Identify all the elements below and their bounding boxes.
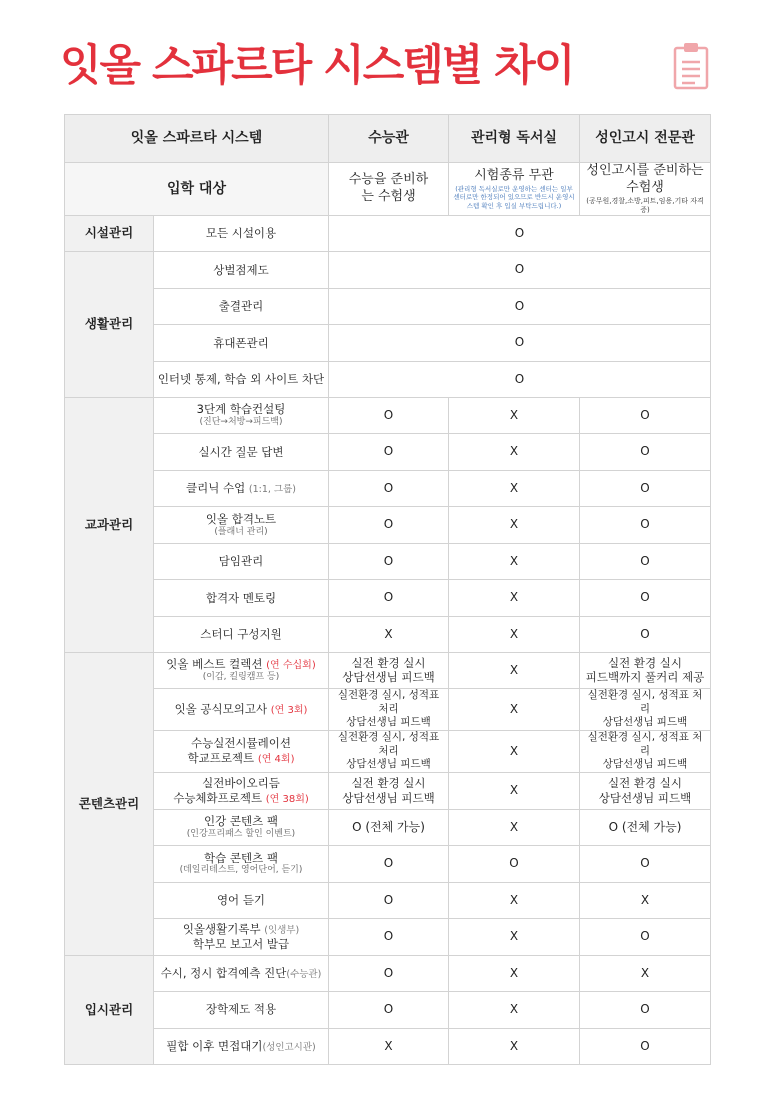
table-row: 휴대폰관리 O <box>65 324 711 361</box>
header-reading: 관리형 독서실 <box>449 115 580 163</box>
header-row <box>65 115 711 163</box>
category-admission: 입시관리 <box>65 955 154 1064</box>
table-row: 교과관리 3단계 학습컨설팅 (진단→처방→피드백) O X O <box>65 397 711 433</box>
table-row: 합격자 멘토링 O X O <box>65 579 711 616</box>
category-subject: 교과관리 <box>65 397 154 652</box>
table-row: 스터디 구성지원 X X O <box>65 616 711 652</box>
category-life: 생활관리 <box>65 251 154 397</box>
target-reading: 시험종류 무관 (관리형 독서실로만 운영하는 센터는 일부 센터로만 한정되어 있으므로 반드시 운영시스템 확인 후 입실 부탁드립니다.) <box>449 163 580 216</box>
comparison-table <box>64 114 711 1065</box>
table-row: 인터넷 통제, 학습 외 사이트 차단 O <box>65 361 711 397</box>
table-row: 생활관리 상벌점제도 O <box>65 251 711 288</box>
category-content: 콘텐츠관리 <box>65 652 154 955</box>
target-label: 입학 대상 <box>65 163 329 216</box>
table-row: 인강 콘텐츠 팩 (인강프리패스 할인 이벤트) O (전체 가능) X O (전체 가능) <box>65 809 711 845</box>
page-title: 잇올 스파르타 시스템별 차이 <box>60 41 574 91</box>
table-row: 잇올 합격노트 (플래너 관리) O X O <box>65 506 711 543</box>
header-system: 잇올 스파르타 시스템 <box>65 115 329 163</box>
table-row: 잇올생활기록부 (잇생부) 학부모 보고서 발급 O X O <box>65 918 711 955</box>
table-row: 학습 콘텐츠 팩 (데일리테스트, 영어단어, 듣기) O O O <box>65 845 711 882</box>
table-row: 필합 이후 면접대기(성인고시관) X X O <box>65 1028 711 1064</box>
category-facility: 시설관리 <box>65 215 154 251</box>
table-row: 담임관리 O X O <box>65 543 711 579</box>
table-row: 수능실전시뮬레이션 학교프로젝트 (연 4회) 실전환경 실시, 성적표 처리 상담선생님 피드백 X 실전환경 실시, 성적표 처리 상담선생님 피드백 <box>65 730 711 772</box>
table-row: 클리닉 수업 (1:1, 그룹) O X O <box>65 470 711 506</box>
target-row <box>65 163 711 216</box>
table-row: 실시간 질문 답변 O X O <box>65 433 711 470</box>
target-adult: 성인고시를 준비하는 수험생 (공무원,경찰,소방,피트,임용,기타 자격증) <box>580 163 711 216</box>
header-suneung: 수능관 <box>329 115 449 163</box>
table-row: 장학제도 적용 O X O <box>65 991 711 1028</box>
table-row: 시설관리 모든 시설이용 O <box>65 215 711 251</box>
table-row: 영어 듣기 O X X <box>65 882 711 918</box>
table-row: 실전바이오리듬 수능체화프로젝트 (연 38회) 실전 환경 실시 상담선생님 피드백 X 실전 환경 실시 상담선생님 피드백 <box>65 772 711 809</box>
header-adult: 성인고시 전문관 <box>580 115 711 163</box>
clipboard-icon <box>673 42 709 90</box>
table-row: 잇올 공식모의고사 (연 3회) 실전환경 실시, 성적표 처리 상담선생님 피드백 X 실전환경 실시, 성적표 처리 상담선생님 피드백 <box>65 688 711 730</box>
table-row: 콘텐츠관리 잇올 베스트 컬렉션 (연 수십회) (이감, 킬링캠프 등) 실전 환경 실시 상담선생님 피드백 X 실전 환경 실시 피드백까지 풀커리 제공 <box>65 652 711 688</box>
table-row: 입시관리 수시, 정시 합격예측 진단(수능관) O X X <box>65 955 711 991</box>
table-row: 출결관리 O <box>65 288 711 324</box>
target-suneung: 수능을 준비하는 수험생 <box>329 163 449 216</box>
